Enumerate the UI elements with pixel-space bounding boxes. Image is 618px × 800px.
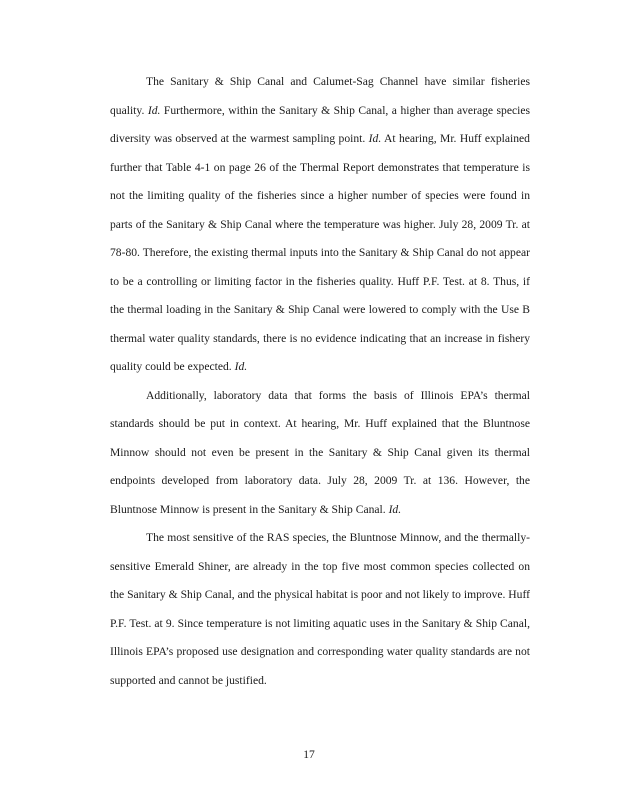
text-segment: Additionally, laboratory data that forms the basis of Illinois EPA’s thermal standards should be put in context. At hearing, Mr. Huff explained that the Bluntnose Minnow should not even be present in the Sanitary & Ship Canal given its thermal endpoints developed from laboratory data. July 28, 2009 Tr. at 136. However, the Bluntnose Minnow is present in the Sanitary & Ship Canal. — [110, 388, 530, 516]
text-segment: At hearing, Mr. Huff explained further that Table 4-1 on page 26 of the Thermal Report demonstrates that temperature is not the limiting quality of the fisheries since a higher number of species were found in parts of the Sanitary & Ship Canal where the temperature was higher. July 28, 2009 Tr. at 78-80. Therefore, the existing thermal inputs into the Sanitary & Ship Canal do not appear to be a controlling or limiting factor in the fisheries quality. Huff P.F. Test. at 8. Thus, if the thermal loading in the Sanitary & Ship Canal were lowered to comply with the Use B thermal water quality standards, there is no evidence indicating that an increase in fishery quality could be expected. — [110, 132, 530, 373]
paragraph-fisheries-quality — [110, 68, 530, 382]
text-segment: The Sanitary & Ship Canal and Calumet-Sag Channel have similar fisheries quality. — [110, 75, 530, 117]
citation-id: Id. — [147, 103, 161, 117]
paragraph-laboratory-data — [110, 382, 530, 525]
page-number: 17 — [303, 748, 315, 761]
citation-id: Id. — [388, 502, 402, 516]
text-segment: The most sensitive of the RAS species, the Bluntnose Minnow, and the thermally-sensitive Emerald Shiner, are already in the top five most common species collected on the Sanitary & Ship Canal, and the physical habitat is poor and not likely to improve. Huff P.F. Test. at 9. Since temperature is not limiting aquatic uses in the Sanitary & Ship Canal, Illinois EPA’s proposed use designation and corresponding water quality standards are not supported and cannot be justified. — [110, 531, 530, 687]
citation-id: Id. — [368, 132, 382, 145]
paragraph-ras-species — [110, 524, 530, 695]
text-segment: Furthermore, within the Sanitary & Ship Canal, a higher than average species diversity was observed at the warmest sampling point. — [110, 103, 530, 145]
body-text — [110, 68, 530, 695]
citation-id: Id. — [234, 360, 248, 373]
